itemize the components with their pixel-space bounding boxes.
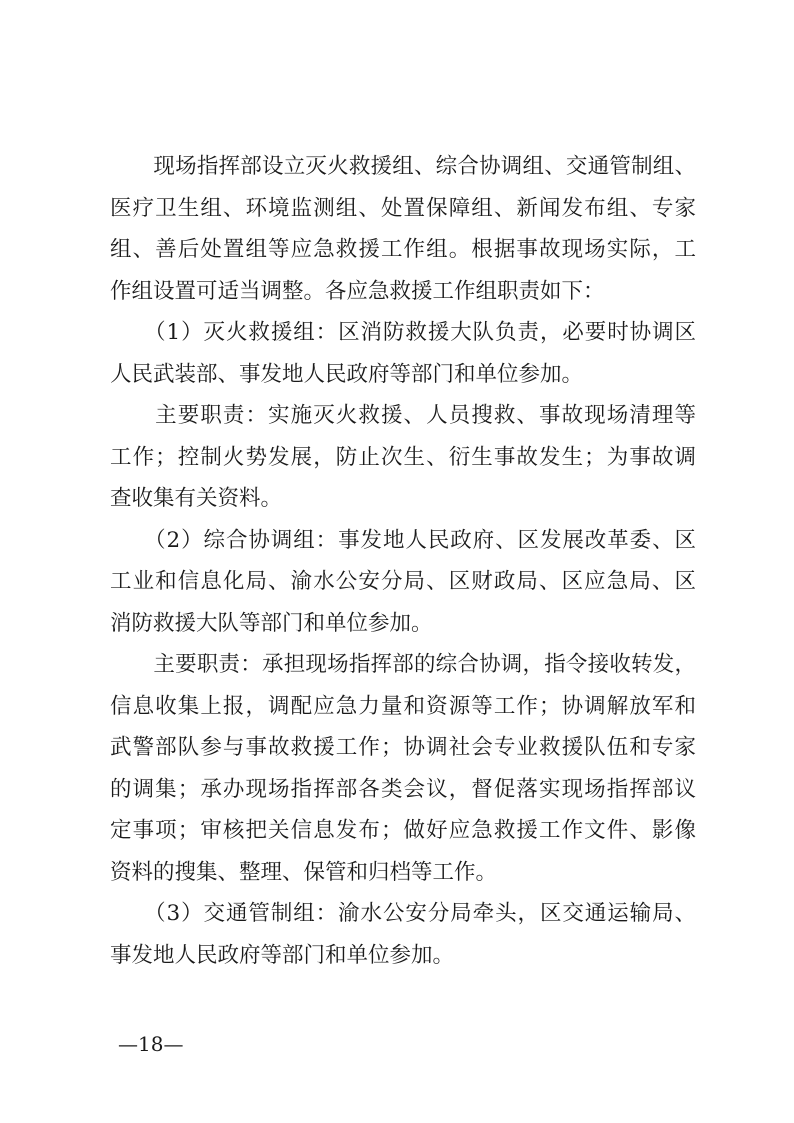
text-line: （2）综合协调组：事发地人民政府、区发展改革委、区 xyxy=(110,527,696,553)
text-line: 现场指挥部设立灭火救援组、综合协调组、交通管制组、 xyxy=(110,154,696,179)
text-line: 医疗卫生组、环境监测组、处置保障组、新闻发布组、专家 xyxy=(110,195,696,221)
text-line: 信息收集上报，调配应急力量和资源等工作；协调解放军和 xyxy=(110,693,696,719)
text-line: 工业和信息化局、渝水公安分局、区财政局、区应急局、区 xyxy=(110,569,696,594)
text-line: 工作；控制火势发展，防止次生、衍生事故发生；为事故调 xyxy=(110,444,696,470)
text-line: （3）交通管制组：渝水公安分局牵头，区交通运输局、 xyxy=(110,901,696,926)
text-line: 资料的搜集、整理、保管和归档等工作。 xyxy=(110,859,498,885)
text-line: 主要职责：实施灭火救援、人员搜救、事故现场清理等 xyxy=(110,403,696,428)
text-line: 消防救援大队等部门和单位参加。 xyxy=(110,610,433,636)
text-line: 事发地人民政府等部门和单位参加。 xyxy=(110,942,455,968)
document-body xyxy=(110,146,696,976)
text-line: 定事项；审核把关信息发布；做好应急救援工作文件、影像 xyxy=(110,818,696,843)
text-line: 作组设置可适当调整。各应急救援工作组职责如下： xyxy=(110,278,605,304)
text-line: 主要职责：承担现场指挥部的综合协调，指令接收转发， xyxy=(110,652,696,677)
page-number: —18— xyxy=(118,1032,184,1056)
text-line: 组、善后处置组等应急救援工作组。根据事故现场实际，工 xyxy=(110,237,696,262)
text-line: 查收集有关资料。 xyxy=(110,486,283,511)
text-line: 武警部队参与事故救援工作；协调社会专业救援队伍和专家 xyxy=(110,735,696,760)
text-line: （1）灭火救援组：区消防救援大队负责，必要时协调区 xyxy=(110,320,696,345)
text-line: 人民武装部、事发地人民政府等部门和单位参加。 xyxy=(110,361,584,387)
text-line: 的调集；承办现场指挥部各类会议，督促落实现场指挥部议 xyxy=(110,776,696,802)
